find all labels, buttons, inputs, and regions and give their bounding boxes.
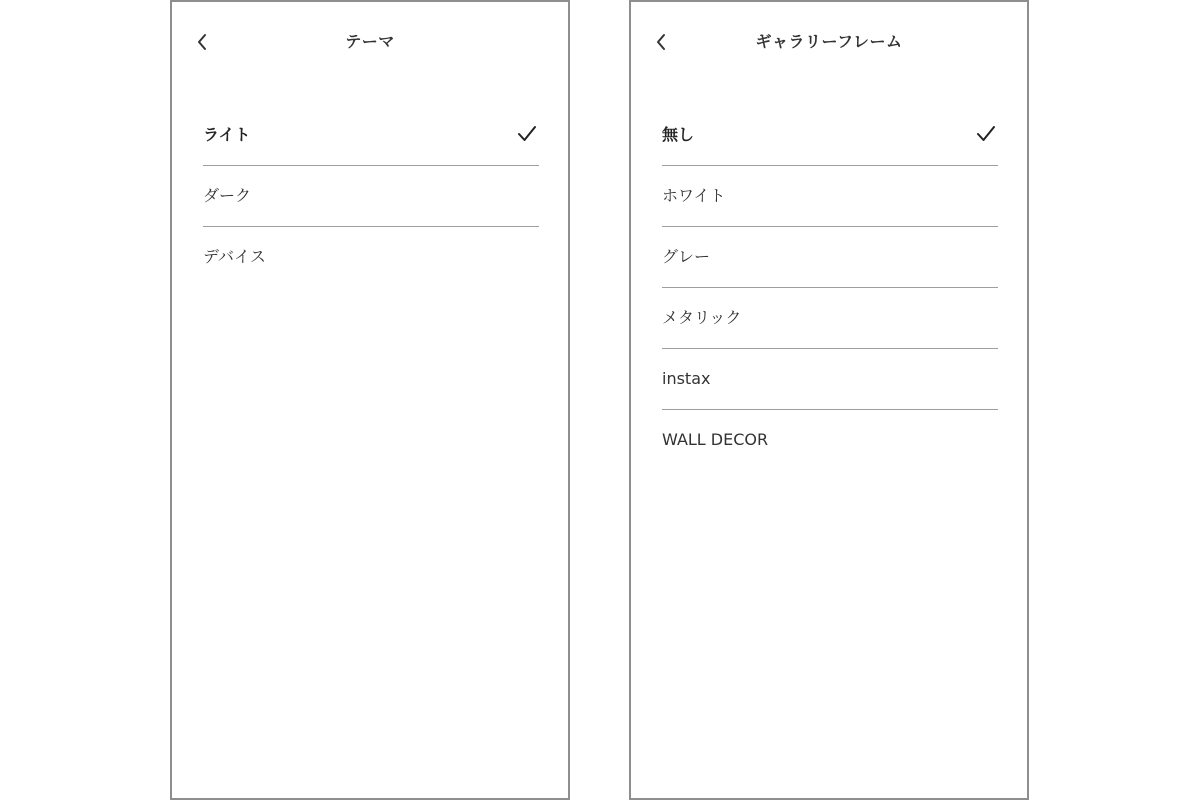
option-metallic[interactable] bbox=[662, 288, 998, 349]
option-gray[interactable] bbox=[662, 227, 998, 288]
theme-settings-screen bbox=[170, 0, 570, 800]
option-none[interactable] bbox=[662, 105, 998, 166]
option-device[interactable] bbox=[203, 227, 539, 287]
option-label: ライト bbox=[203, 125, 251, 144]
page-title: ギャラリーフレーム bbox=[755, 32, 903, 51]
chevron-left-icon bbox=[655, 33, 667, 51]
option-light[interactable] bbox=[203, 105, 539, 166]
option-label: ホワイト bbox=[662, 186, 726, 205]
option-white[interactable] bbox=[662, 166, 998, 227]
page-title: テーマ bbox=[345, 32, 395, 51]
navigation-header bbox=[631, 22, 1027, 62]
back-button[interactable] bbox=[190, 28, 214, 56]
option-instax[interactable] bbox=[662, 349, 998, 410]
option-label: メタリック bbox=[662, 308, 742, 327]
navigation-header bbox=[172, 22, 568, 62]
option-dark[interactable] bbox=[203, 166, 539, 227]
option-label: デバイス bbox=[203, 247, 266, 266]
frame-options-list bbox=[662, 105, 998, 470]
option-wall-decor[interactable] bbox=[662, 410, 998, 470]
gallery-frame-settings-screen bbox=[629, 0, 1029, 800]
option-label: グレー bbox=[662, 247, 711, 266]
back-button[interactable] bbox=[649, 28, 673, 56]
checkmark-icon bbox=[976, 125, 996, 143]
theme-options-list bbox=[203, 105, 539, 287]
checkmark-icon bbox=[517, 125, 537, 143]
option-label: 無し bbox=[662, 125, 695, 144]
option-label: instax bbox=[662, 369, 711, 388]
chevron-left-icon bbox=[196, 33, 208, 51]
option-label: ダーク bbox=[203, 186, 252, 205]
option-label: WALL DECOR bbox=[662, 430, 769, 449]
